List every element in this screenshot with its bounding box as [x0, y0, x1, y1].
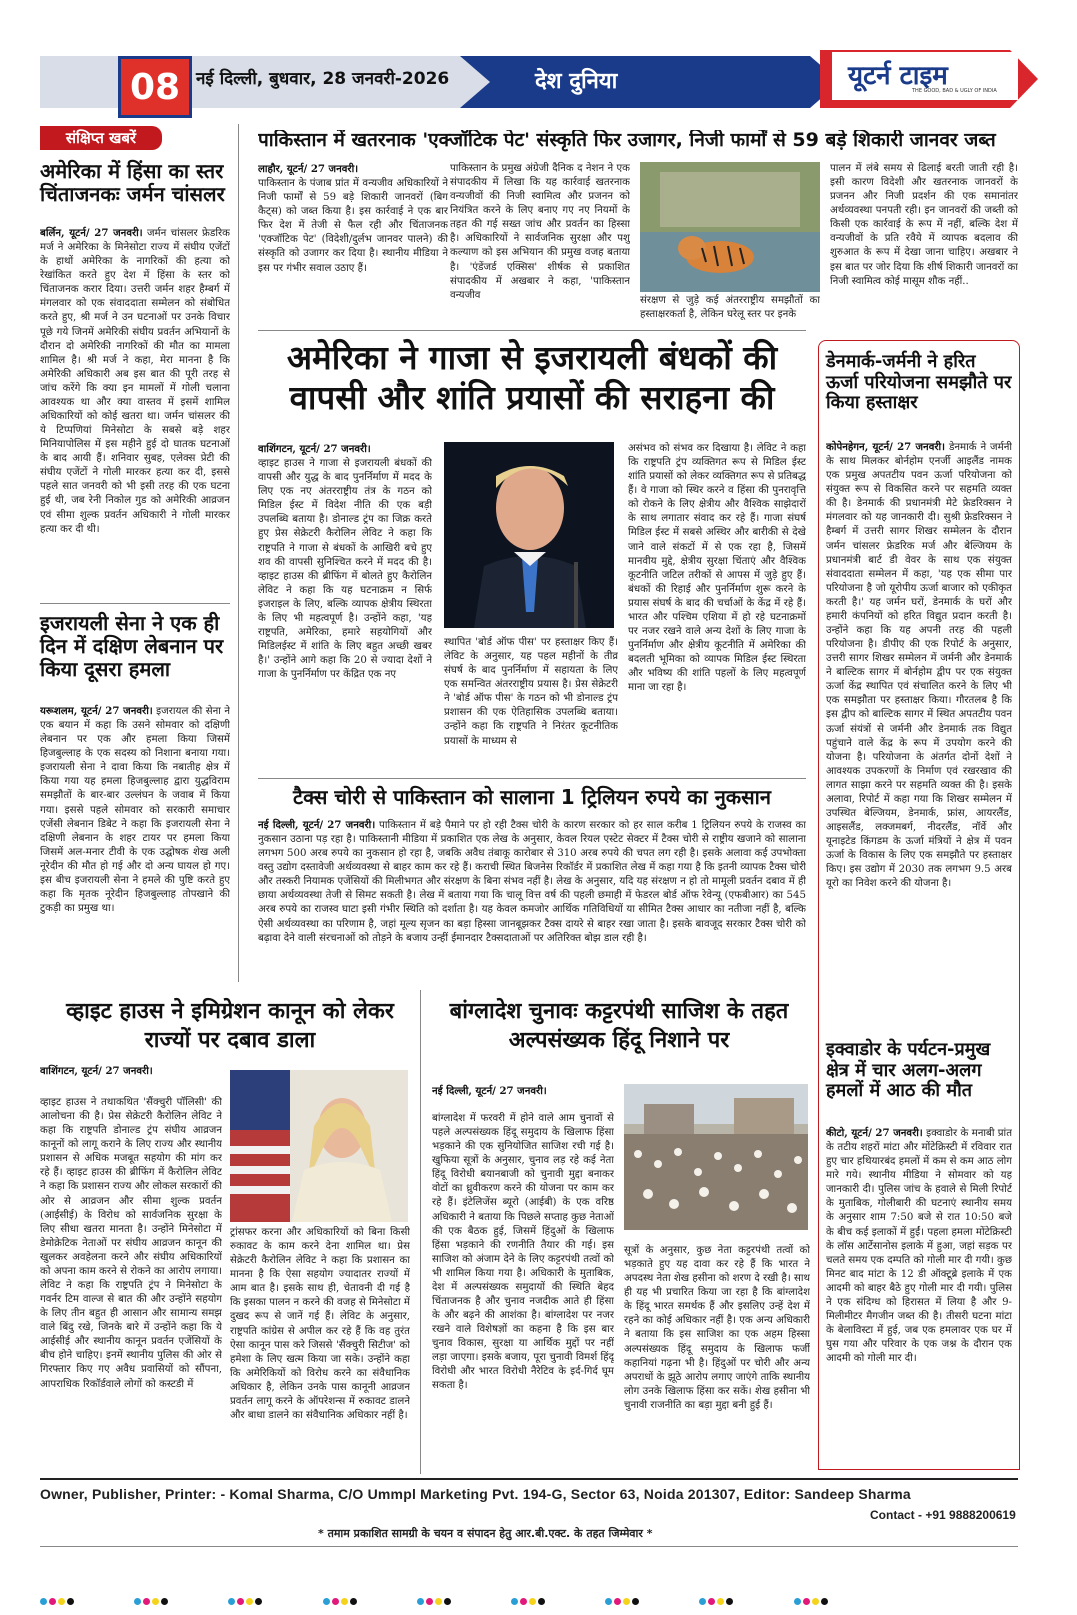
- crowd-photo: [624, 1084, 808, 1230]
- trump-photo: [444, 442, 614, 628]
- ecuador-headline: इक्वाडोर के पर्यटन-प्रमुख क्षेत्र में चार अलग-अलग हमलों में आठ की मौत: [826, 1039, 991, 1102]
- pakistan-pets-col3: संरक्षण से जुड़े कई अंतरराष्ट्रीय समझौतों का हस्ताक्षरकर्ता है, लेकिन घरेलू स्तर पर इनके: [640, 295, 820, 321]
- immigration-col2: ट्रांसफर करना और अधिकारियों को बिना किसी रुकावट के काम करने देना शामिल था। प्रेस सेक्रेटरी कैरोलिन लेविट ने कहा कि प्रशासन का मानना है कि ऐसा सहयोग ज्यादातर राज्यों में आम बात है। इसके साथ ही, चेतावनी दी गई है कि इसका पालन न करने की वजह से मिनेसोटा में दुखद रूप से जानें गई हैं। लेविट के अनुसार, राष्ट्रपति कांग्रेस से अपील कर रहे हैं कि वह तुरंत ऐसा कानून पास करे जिससे 'सैंक्चुरी सिटीज' को हमेशा के लिए खत्म किया जा सके। उन्होंने कहा कि अमेरिकियों को विरोध करने का संवैधानिक अधिकार है, लेकिन उनके पास कानूनी आव्रजन प्रवर्तन लागू करने के ऑपरेशन्स में रुकावट डालने और बाधा डालने का संवैधानिक अधिकार नहीं है।: [230, 1227, 410, 1422]
- gaza-headline: अमेरिका ने गाजा से इजरायली बंधकों की वापसी और शांति प्रयासों की सराहना की: [286, 338, 778, 418]
- gaza-col2: स्थापित 'बोर्ड ऑफ पीस' पर हस्ताक्षर किए हैं। लेविट के अनुसार, यह पहल महीनों के तीव्र संघर्ष के बाद पुनर्निर्माण में सहायता के लिए एक समन्वित अंतरराष्ट्रीय प्रयास है। प्रेस सेक्रेटरी ने 'बोर्ड ऑफ पीस' के गठन को भी डोनाल्ड ट्रंप प्रशासन की एक ऐतिहासिक उपलब्धि बताया। उन्होंने कहा कि राष्ट्रपति ने निरंतर कूटनीतिक प्रयासों के माध्यम से: [444, 637, 618, 747]
- tax-headline: टैक्स चोरी से पाकिस्तान को सालाना 1 ट्रिलियन रुपये का नुकसान: [293, 785, 771, 809]
- masthead-logo: यूटर्न टाइम THE GOOD, BAD & UGLY OF INDIA: [832, 52, 1018, 100]
- pakistan-pets-headline: पाकिस्तान में खतरनाक 'एक्जॉटिक पेट' संस्कृति फिर उजागर, निजी फार्मों से 59 बड़े शिकारी जानवर जब्त: [258, 130, 996, 151]
- tiger-photo: [640, 162, 820, 292]
- brief-news-tag: संक्षिप्त खबरें: [40, 126, 162, 150]
- germany-story: बर्लिन, यूटर्न/ 27 जनवरी। जर्मन चांसलर फ्रेडरिक मर्ज ने अमेरिका के मिनेसोटा राज्य में संघीय एजेंटों के हाथों अमेरिका के नागरिकों की हत्या को रेखांकित करते हुए देश में हिंसा के स्तर को चिंताजनक करार दिया। उत्तरी जर्मन शहर हैम्बर्ग में मंगलवार को एक संवाददाता सम्मेलन को संबोधित करते हुए, श्री मर्ज ने उन घटनाओं पर उनके विचार पूछे गये जिनमें अमेरिकी संघीय प्रवर्तन अभियानों के दौरान दो अमेरिकी नागरिकों की मौत का मामला शामिल है। श्री मर्ज ने कहा, मेरा मानना है कि अमेरिकी अधिकारी अब इस बात की पूरी तरह से जांच करेंगे कि क्या इन मामलों में गोली चलाना आवश्यक था और क्या वास्तव में इसमें शामिल अधिकारियों को कोई खतरा था। जर्मन चांसलर की ये टिप्पणियां मिनेसोटा के सबसे बड़े शहर मिनियापोलिस में इस महीने हुई दो घातक घटनाओं के बाद आयी हैं। शनिवार सुबह, एलेक्स प्रेटी की संघीय एजेंटों ने गोली मारकर हत्या कर दी, इससे पहले सात जनवरी को भी इसी तरह की एक घटना हुई थी, जब रेनी निकोल गुड को अमेरिकी आव्रजन एवं सीमा शुल्क प्रवर्तन अधिकारी ने गोली मारकर हत्या कर दी थी।: [40, 227, 230, 535]
- pakistan-pets-col4: पालन में लंबे समय से ढिलाई बरती जाती रही है। इसी कारण विदेशी और खतरनाक जानवरों के प्रजनन और निजी प्रदर्शन की एक समानांतर अर्थव्यवस्था पनपती रही। इन जानवरों की जब्ती को किसी एक कार्रवाई के रूप में नहीं, बल्कि देश में वन्यजीवों के प्रति रवैये में व्यापक बदलाव की शुरुआत के रूप में देखा जाना चाहिए। अखबार ने इस बात पर जोर दिया कि शीर्ष शिकारी जानवरों का निजी स्वामित्व कोई मासूम शौक नहीं..: [830, 163, 1018, 287]
- immigration-headline: व्हाइट हाउस ने इमिग्रेशन कानून को लेकर राज्यों पर दबाव डाला: [66, 999, 394, 1053]
- immigration-dateline: वाशिंगटन, यूटर्न/ 27 जनवरी।: [40, 1065, 153, 1077]
- page-number: 08: [118, 56, 192, 118]
- pakistan-pets-col1: लाहौर, यूटर्न/ 27 जनवरी। पाकिस्तान के पंजाब प्रांत में वन्यजीव अधिकारियों ने निजी फार्मों से 59 बड़े शिकारी जानवरों (बिग कैट्स) को जब्त किया है। इस कार्रवाई ने एक बार फिर देश में तेजी से फैल रही और चिंताजनक 'एक्जॉटिक पेट' (विदेशी/दुर्लभ जानवर पालने) की संस्कृति को उजागर कर दिया है। स्थानीय मीडिया ने इस पर गंभीर सवाल उठाए हैं।: [258, 163, 448, 274]
- israel-story: यरूशलम, यूटर्न/ 27 जनवरी। इजरायल की सेना ने एक बयान में कहा कि उसने सोमवार को दक्षिणी लेबनान पर एक और हमला किया जिसमें हिजबुल्लाह के एक सदस्य को निशाना बनाया गया। इजरायली सेना ने दावा किया कि नबातीह क्षेत्र में किया गया यह हमला हिजबुल्लाह द्वारा युद्धविराम समझौतों के बार-बार उल्लंघन के जवाब में किया गया। इससे पहले सोमवार को सरकारी समाचार एजेंसी लेबनान डिबेट ने कहा कि इजरायली सेना ने दक्षिणी लेबनान के शहर टायर पर हमला किया जिसमें अल-मनार टीवी के एक उद्घोषक शेख अली नूरेदीन की मौत हो गई और दो अन्य घायल हो गए। इस बीच इजरायली सेना ने हमले की पुष्टि करते हुए कहा कि मृतक नूरेदीन हिजबुल्लाह तोपखाने की टुकड़ी का प्रमुख था।: [40, 705, 230, 915]
- bangladesh-col1: बांग्लादेश में फरवरी में होने वाले आम चुनावों से पहले अल्पसंख्यक हिंदू समुदाय के खिलाफ हिंसा भड़काने की एक सुनियोजित साजिश रची गई है। खुफिया सूत्रों के अनुसार, चुनाव लड़ रहे कई नेता हिंदू विरोधी बयानबाजी को चुनावी मुद्दा बनाकर वोटों का ध्रुवीकरण करने की योजना पर काम कर रहे हैं। इंटेलिजेंस ब्यूरो (आईबी) के एक वरिष्ठ अधिकारी ने बताया कि पिछले सप्ताह कुछ नेताओं की एक बैठक हुई, जिसमें हिंदुओं के खिलाफ हिंसा भड़काने की रणनीति तैयार की गई। इस साजिश को अंजाम देने के लिए कट्टरपंथी तत्वों को भी शामिल किया गया है। अधिकारी के मुताबिक, देश में अल्पसंख्यक समुदायों की स्थिति बेहद चिंताजनक है और चुनाव नजदीक आते ही हिंसा के और बढ़ने की आशंका है। बांग्लादेश पर नजर रखने वाले विशेषज्ञों का कहना है कि इस बार चुनाव विकास, सुरक्षा या आर्थिक मुद्दों पर नहीं लड़ा जाएगा। इसके बजाय, पूरा चुनावी विमर्श हिंदू विरोधी और भारत विरोधी नैरेटिव के इर्द-गिर्द घूम सकता है।: [432, 1113, 614, 1392]
- contact-line: Contact - +91 9888200619: [870, 1508, 1016, 1522]
- immigration-col1: व्हाइट हाउस ने तथाकथित 'सैंक्चुरी पॉलिसी' की आलोचना की है। प्रेस सेक्रेटरी कैरोलिन लेविट ने कहा कि राष्ट्रपति डोनाल्ड ट्रंप संघीय आव्रजन कानूनों को लागू कराने के लिए राज्य और स्थानीय प्रशासन से अधिक मजबूत सहयोग की मांग कर रहे हैं। व्हाइट हाउस की ब्रीफिंग में कैरोलिन लेविट ने कहा कि प्रशासन राज्य और लोकल सरकारों की ओर से आव्रजन और सीमा शुल्क प्रवर्तन (आईसीई) के विरोध को सार्वजनिक सुरक्षा के लिए सीधा खतरा मानता है। उन्होंने मिनेसोटा में डेमोक्रेटिक नेताओं पर संघीय आव्रजन कानून की खुलकर अवहेलना करने और संघीय अधिकारियों को अपना काम करने से रोकने का आरोप लगाया। लेविट ने कहा कि राष्ट्रपति ट्रंप ने मिनेसोटा के गवर्नर टिम वाल्ज से बात की और उन्होंने सहयोग के लिए तीन बहुत ही आसान और सामान्य समझ वाले बिंदु रखे, जिनके बारे में उन्होंने कहा कि ये आईसीई और स्थानीय कानून प्रवर्तन एजेंसियों के बीच होने चाहिए। इनमें स्थानीय पुलिस की ओर से गिरफ्तार किए गए अवैध प्रवासियों को सौंपना, आपराधिक रिकॉर्डवाले लोगों को कस्टडी में: [40, 1097, 222, 1390]
- gaza-col3: असंभव को संभव कर दिखाया है। लेविट ने कहा कि राष्ट्रपति ट्रंप व्यक्तिगत रूप से मिडिल ईस्ट शांति प्रयासों को लेकर व्यक्तिगत रूप से प्रतिबद्ध हैं। वे गाजा को स्थिर करने व हिंसा की पुनरावृत्ति को रोकने के लिए क्षेत्रीय और वैश्विक साझेदारों के साथ लगातार संवाद कर रहे हैं। गाजा संघर्ष मिडिल ईस्ट में सबसे अस्थिर और बारीकी से देखे जाने वाले संकटों में से एक रहा है, जिसमें मानवीय मुद्दे, क्षेत्रीय सुरक्षा चिंताएं और वैश्विक कूटनीति जटिल तरीकों से आपस में जुड़े हुए हैं। बंधकों की रिहाई और पुनर्निर्माण शुरू करने के प्रयास संघर्ष के बाद की चर्चाओं के केंद्र में रहे हैं। भारत और पश्चिम एशिया में हो रहे घटनाक्रमों पर नजर रखने वाले अन्य देशों के लिए गाजा के पुनर्निर्माण और क्षेत्रीय कूटनीति में अमेरिका की बदलती भूमिका को व्यापक मिडिल ईस्ट स्थिरता और भविष्य की शांति पहलों के लिए महत्वपूर्ण माना जा रहा है।: [628, 443, 806, 694]
- ecuador-story: कीटो, यूटर्न/ 27 जनवरी। इक्वाडोर के मनाबी प्रांत के तटीय शहरों मांटा और मोंटेक्रिस्टी में रविवार रात हुए चार हथियारबंद हमलों में कम से कम आठ लोग मारे गये। स्थानीय मीडिया ने सोमवार को यह जानकारी दी। पुलिस जांच के हवाले से मिली रिपोर्ट के मुताबिक, गोलीबारी की घटनाएं स्थानीय समय के अनुसार शाम 7:50 बजे से रात 10:50 बजे के बीच कई इलाकों में हुईं। पहला हमला मोंटेक्रिस्टी के लॉस आर्टेसानोस इलाके में हुआ, जहां सड़क पर चलते समय एक दम्पति को गोली मार दी गयी। कुछ मिनट बाद मांटा के 12 डी ऑक्टूब्रे इलाके में एक आदमी को बाहर बैठे हुए गोली मार दी गयी। पुलिस ने एक संदिग्ध को हिरासत में लिया है और 9-मिलीमीटर मैगजीन जब्त की है। तीसरी घटना मांटा के बेलाविस्टा में हुई, जब एक हमलावर एक घर में घुस गया और परिवार के एक जश्न के दौरान एक आदमी को गोली मार दी।: [826, 1127, 1012, 1365]
- section-title: देश दुनिया: [535, 69, 618, 94]
- bangladesh-dateline: नई दिल्ली, यूटर्न/ 27 जनवरी।: [432, 1085, 547, 1097]
- denmark-headline: डेनमार्क-जर्मनी ने हरित ऊर्जा परियोजना समझौते पर किया हस्ताक्षर: [826, 351, 1012, 414]
- denmark-story: कोपेनहेगन, यूटर्न/ 27 जनवरी। डेनमार्क ने जर्मनी के साथ मिलकर बोर्नहोम एनर्जी आइलैंड नामक एक प्रमुख अपतटीय पवन ऊर्जा परियोजना को संयुक्त रूप से विकसित करने पर सहमति व्यक्त की है। डेनमार्क की प्रधानमंत्री मेटे फ्रेडरिक्सन ने मंगलवार को यह जानकारी दी। सुश्री फ्रेडरिक्सन ने हैम्बर्ग में उत्तरी सागर शिखर सम्मेलन के दौरान जर्मन चांसलर फ्रेडरिक मर्ज और बेल्जियम के प्रधानमंत्री बार्ट डी वेवर के साथ एक संयुक्त संवाददाता सम्मेलन में कहा, 'यह एक सीमा पार परियोजना है जो यूरोपीय ऊर्जा बाजार को एकीकृत करती है।' यह जर्मन घरों, डेनमार्क के घरों और हमारी कंपनियों को हरित विद्युत प्रदान करती है। उन्होंने कहा कि यह अपनी तरह की पहली परियोजना है। डीपीए की एक रिपोर्ट के अनुसार, उत्तरी सागर शिखर सम्मेलन में जर्मनी और डेनमार्क ने बाल्टिक सागर में बोर्नहोम द्वीप पर एक संयुक्त ऊर्जा केंद्र स्थापित एवं संचालित करने के लिए भी एक समझौता पर हस्ताक्षर किया। गौरतलब है कि इस द्वीप को बाल्टिक सागर में स्थित अपतटीय पवन ऊर्जा संयंत्रों से जर्मनी और डेनमार्क तक विद्युत पहुंचाने वाले केंद्र के रूप में उपयोग करने की योजना है। परियोजना के अंतर्गत दोनों देशों ने आवश्यक उपकरणों के निर्माण एवं रखरखाव की लागत साझा करने पर सहमति व्यक्त की है। इसके अलावा, रिपोर्ट में कहा गया कि शिखर सम्मेलन में उपस्थित बेल्जियम, डेनमार्क, फ्रांस, आयरलैंड, आइसलैंड, लक्जमबर्ग, नीदरलैंड, नॉर्वे और यूनाइटेड किंगडम के ऊर्जा मंत्रियों ने क्षेत्र में पवन ऊर्जा के विकास के लिए एक समझौते पर हस्ताक्षर किए। इस उद्योग में 2030 तक लगभग 9.5 अरब यूरो का निवेश करने की योजना है।: [826, 441, 1012, 890]
- color-registration-marks: [40, 1590, 830, 1600]
- tax-story: नई दिल्ली, यूटर्न/ 27 जनवरी। पाकिस्तान में बड़े पैमाने पर हो रही टैक्स चोरी के कारण सरकार को हर साल करीब 1 ट्रिलियन रुपये के राजस्व का नुकसान उठाना पड़ रहा है। पाकिस्तानी मीडिया में प्रकाशित एक लेख के अनुसार, केवल रियल एस्टेट सेक्टर में टैक्स चोरी से राष्ट्रीय खजाने को सालाना लगभग 500 अरब रुपये का नुकसान हो रहा है, जबकि अवैध तंबाकू कारोबार से 310 अरब रुपये की चपत लग रही है। इसके अलावा कई उपभोक्ता वस्तु उद्योग दस्तावेजी अर्थव्यवस्था से बाहर काम कर रहे हैं। कराची स्थित बिजनेस रिकॉर्डर में प्रकाशित लेख में कहा गया है कि इतनी व्यापक टैक्स चोरी और तस्करी नियामक एजेंसियों की मिलीभगत और संरक्षण के बिना संभव नहीं है। लेख के अनुसार, यदि यह संरक्षण न हो तो मामूली प्रवर्तन दबाव में ही छाया अर्थव्यवस्था तेजी से सिमट सकती है। लेख में बताया गया कि चालू वित्त वर्ष की पहली छमाही में फेडरल बोर्ड ऑफ रेवेन्यू (एफबीआर) का 545 अरब रुपये का राजस्व घाटा इसी गंभीर स्थिति को दर्शाता है। यह केवल कमजोर आर्थिक गतिविधियों या सीमित टैक्स आधार का नतीजा नहीं है, बल्कि ऐसी अर्थव्यवस्था का परिणाम है, जहां मूल्य सृजन का बड़ा हिस्सा जानबूझकर टैक्स दायरे से बाहर रखा जाता है। इसके बावजूद सरकार टैक्स चोरी को बढ़ावा देने वाली संरचनाओं को तोड़ने के बजाय उन्हीं ईमानदार टैक्सदाताओं पर अतिरिक्त बोझ डाल रही है।: [258, 819, 806, 944]
- issue-dateline: नई दिल्ली, बुधवार, 28 जनवरी-2026: [196, 69, 450, 89]
- israel-headline: इजरायली सेना ने एक ही दिन में दक्षिण लेबनान पर किया दूसरा हमला: [40, 611, 224, 681]
- germany-headline: अमेरिका में हिंसा का स्तर चिंताजनकः जर्मन चांसलर: [40, 159, 225, 206]
- bangladesh-headline: बांग्लादेश चुनावः कट्टरपंथी साजिश के तहत अल्पसंख्यक हिंदू निशाने पर: [449, 999, 789, 1053]
- pakistan-pets-col2: पाकिस्तान के प्रमुख अंग्रेजी दैनिक द नेशन ने एक संपादकीय में लिखा कि यह कार्रवाई खतरनाक वन्यजीवों की निजी स्वामित्व और प्रजनन को नियंत्रित करने के लिए बनाए गए नए नियमों के तहत की गई सख्त जांच और प्रवर्तन का हिस्सा है। अधिकारियों ने सार्वजनिक सुरक्षा और पशु कल्याण को इस अभियान की प्रमुख वजह बताया है। 'एंडेंजर्ड एक्सिस' शीर्षक से प्रकाशित संपादकीय में अखबार ने कहा, 'पाकिस्तान वन्यजीव: [450, 163, 630, 301]
- imprint-line: Owner, Publisher, Printer: - Komal Sharma, C/O Ummpl Marketing Pvt. 194-G, Sector 63, Noida 201307, Editor: Sandeep Sharma: [40, 1486, 911, 1502]
- gaza-col1: वाशिंगटन, यूटर्न/ 27 जनवरी। व्हाइट हाउस ने गाजा से इजरायली बंधकों की वापसी और युद्ध के बाद पुनर्निर्माण में मदद के लिए एक नए अंतरराष्ट्रीय तंत्र के गठन को मिडिल ईस्ट में विदेश नीति की एक बड़ी उपलब्धि बताया है। डोनाल्ड ट्रंप का जिक्र करते हुए प्रेस सेक्रेटरी कैरोलिन लेविट ने कहा कि राष्ट्रपति ने गाजा से बंधकों के आखिरी बचे हुए शव की वापसी सुनिश्चित करने में मदद की है। व्हाइट हाउस की ब्रीफिंग में बोलते हुए कैरोलिन लेविट ने कहा कि यह घटनाक्रम न सिर्फ इजराइल के लिए, बल्कि व्यापक क्षेत्रीय स्थिरता के लिए भी महत्वपूर्ण है। उन्होंने कहा, 'यह राष्ट्रपति, अमेरिका, हमारे सहयोगियों और मिडिलईस्ट में शांति के लिए बहुत अच्छी खबर है।' उन्होंने आगे कहा कि 20 से ज्यादा देशों ने गाजा के पुनर्निर्माण पर केंद्रित एक नए: [258, 443, 432, 681]
- bangladesh-col2: सूत्रों के अनुसार, कुछ नेता कट्टरपंथी तत्वों को भड़काते हुए यह दावा कर रहे हैं कि भारत ने अपदस्थ नेता शेख हसीना को शरण दे रखी है। साथ ही यह भी प्रचारित किया जा रहा है कि बांग्लादेश के हिंदू भारत समर्थक हैं और इसलिए उन्हें देश में रहने का कोई अधिकार नहीं है। एक अन्य अधिकारी ने बताया कि इस साजिश का एक अहम हिस्सा अल्पसंख्यक हिंदू समुदाय के खिलाफ फर्जी कहानियां गढ़ना भी है। हिंदुओं पर चोरी और अन्य अपराधों के झूठे आरोप लगाए जाएंगे ताकि स्थानीय लोग उनके खिलाफ हिंसा कर सकें। शेख हसीना भी चुनावी राजनीति का बड़ा मुद्दा बनी हुई हैं।: [624, 1245, 810, 1411]
- press-secretary-photo: [230, 1070, 408, 1222]
- disclaimer: * तमाम प्रकाशित सामग्री के चयन व संपादन हेतु आर.बी.एक्ट. के तहत जिम्मेवार *: [318, 1527, 653, 1540]
